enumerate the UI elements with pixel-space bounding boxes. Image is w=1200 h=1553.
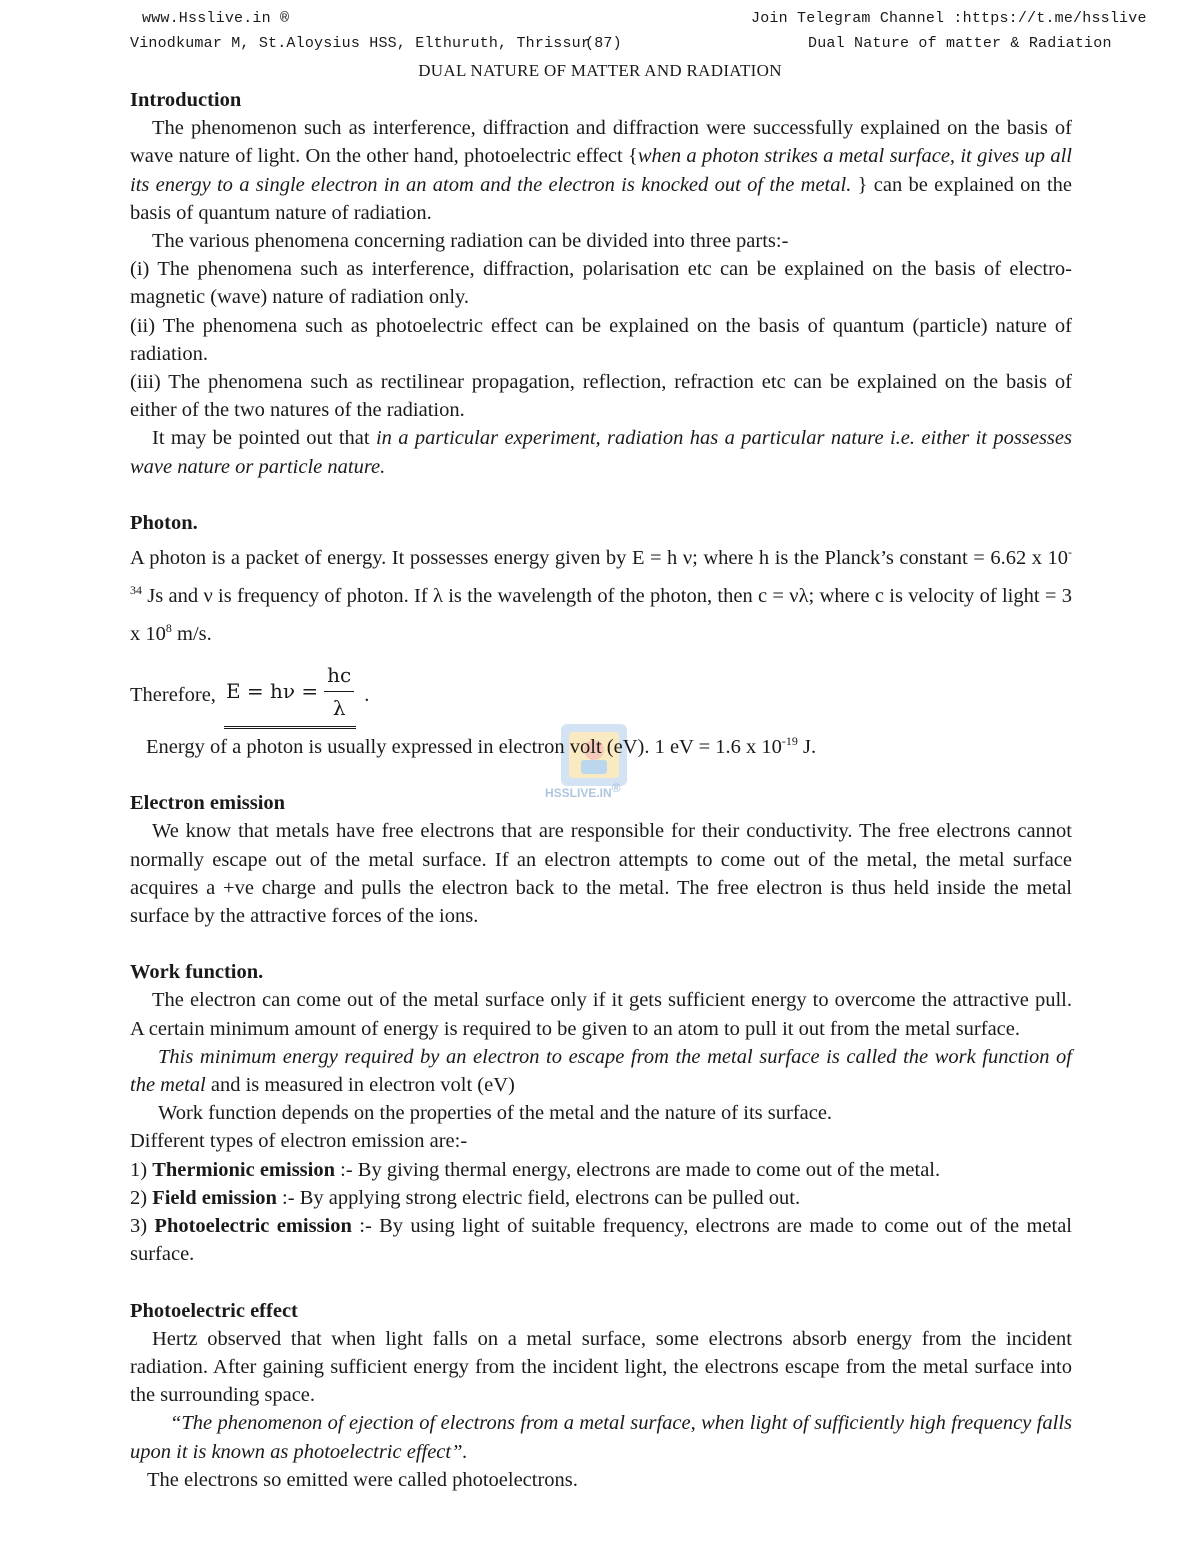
heading-photoelectric-effect: Photoelectric effect <box>130 1299 298 1322</box>
telegram-link[interactable]: Join Telegram Channel :https://t.me/hsslive <box>751 10 1147 27</box>
page-number: (87) <box>585 35 622 52</box>
photon-paragraph-1: A photon is a packet of energy. It possesses energy given by E = h ν; where h is the Planck’s constant = 6.62 x $10^{-34}$ Js and ν is frequency of photon. If λ is the wavelength of the photon, then c = νλ; where c is velocity of light = 3 x $10^8$ m/s. <box>130 545 1073 646</box>
intro-paragraph-1: The phenomenon such as interference, diffraction and diffraction were successfully explained on the basis of wave nature of light. On the other hand, photoelectric effect {when a photon strikes a metal surface, it gives up all its energy to a single electron in an atom and the electron is knocked out of the metal. } can be explained on the basis of quantum nature of radiation. <box>130 117 1072 224</box>
work-function-paragraph-2: This minimum energy required by an electron to escape from the metal surface is called the work function of the metal and is measured in electron volt (eV) <box>130 1045 1072 1097</box>
electron-emission-paragraph: We know that metals have free electrons that are responsible for their conductivity. The free electrons cannot normally escape out of the metal surface. If an electron attempts to come out of the metal, the metal surface acquires a +ve charge and pulls the electron back to the metal. The free electron is thus held inside the metal surface by the attractive forces of the ions. <box>130 820 1072 928</box>
emission-type-2: 2) Field emission :- By applying strong electric field, electrons can be pulled out. <box>130 1186 801 1209</box>
emission-type-3: 3) Photoelectric emission :- By using light of suitable frequency, electrons are made to come out of the metal surface. <box>130 1215 1073 1266</box>
intro-paragraph-3: It may be pointed out that in a particular experiment, radiation has a particular nature i.e. either it possesses wave nature or particle nature. <box>130 427 1072 478</box>
energy-equation: Therefore, E = hν = $\frac{hc}{\lambda}$ . <box>130 661 1072 729</box>
work-function-paragraph-3: Work function depends on the properties of the metal and the nature of its surface. <box>158 1102 833 1125</box>
photoelectric-definition: “The phenomenon of ejection of electrons from a metal surface, when light of sufficiently high frequency falls upon it is known as photoelectric effect”. <box>130 1412 1072 1463</box>
equation-box: E = hν = $\frac{hc}{\lambda}$ <box>224 661 356 729</box>
work-function-paragraph-4: Different types of electron emission are:- <box>130 1130 468 1153</box>
therefore-label: Therefore, <box>130 683 216 706</box>
intro-item-3: (iii) The phenomena such as rectilinear propagation, reflection, refraction etc can be explained on the basis of either of the two natures of the radiation. <box>130 371 1072 422</box>
emission-type-1: 1) Thermionic emission :- By giving thermal energy, electrons are made to come out of the metal. <box>130 1158 941 1181</box>
fraction: $\frac{hc}{\lambda}$ <box>324 661 354 722</box>
author-line: Vinodkumar M, St.Aloysius HSS, Elthuruth, Thrissur <box>130 35 591 52</box>
site-link[interactable]: www.Hsslive.in ® <box>142 10 290 27</box>
chapter-name: Dual Nature of matter & Radiation <box>808 35 1112 52</box>
watermark-label: HSSLIVE.IN® <box>545 781 621 800</box>
intro-item-1: (i) The phenomena such as interference, diffraction, polarisation etc can be explained on the basis of electro-magnetic (wave) nature of radiation only. <box>130 258 1072 309</box>
heading-work-function: Work function. <box>130 961 264 984</box>
document-body <box>130 86 1072 1494</box>
work-function-paragraph-1: The electron can come out of the metal surface only if it gets sufficient energy to overcome the attractive pull. A certain minimum amount of energy is required to be given to an atom to pull it out from the metal surface. <box>130 989 1072 1040</box>
photoelectric-paragraph-1: Hertz observed that when light falls on a metal surface, some electrons absorb energy from the incident radiation. After gaining sufficient energy from the incident light, the electrons escape from the metal surface into the surrounding space. <box>130 1327 1072 1407</box>
heading-photon: Photon. <box>130 511 198 534</box>
photon-paragraph-2: Energy of a photon is usually expressed in electron volt (eV). 1 eV = 1.6 x $10^{-19}$ J. <box>146 734 817 759</box>
intro-paragraph-2: The various phenomena concerning radiation can be divided into three parts:- <box>152 230 789 253</box>
document-title: DUAL NATURE OF MATTER AND RADIATION <box>418 61 782 80</box>
intro-item-2: (ii) The phenomena such as photoelectric effect can be explained on the basis of quantum (particle) nature of radiation. <box>130 314 1072 365</box>
heading-introduction: Introduction <box>130 89 242 111</box>
photoelectric-paragraph-3: The electrons so emitted were called photoelectrons. <box>147 1468 578 1491</box>
heading-electron-emission: Electron emission <box>130 792 286 815</box>
